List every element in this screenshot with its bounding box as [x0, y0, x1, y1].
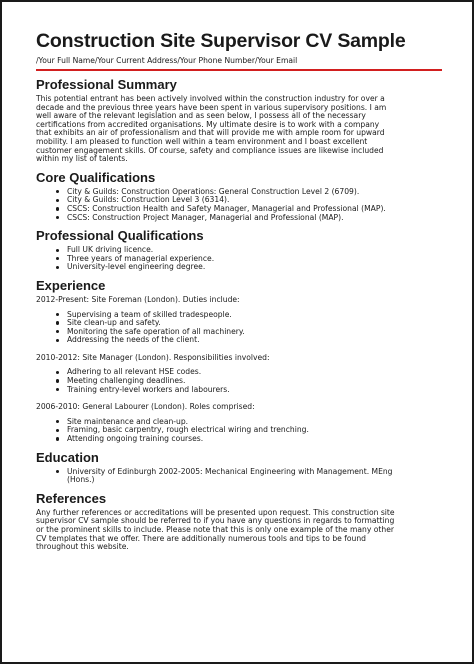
list-item: Three years of managerial experience. — [56, 255, 438, 264]
references-paragraph — [36, 509, 438, 552]
professional-qualifications-list — [36, 246, 438, 272]
contact-details: /Your Full Name/Your Current Address/Your Phone Number/Your Email — [36, 56, 298, 65]
education-list — [36, 468, 438, 485]
references-line: Any further references or accreditations will be presented upon request. This construction site — [36, 507, 395, 517]
core-qualifications-list — [36, 188, 438, 222]
references-line: or the prominent skills to include. Please note that this is only one example of the many other — [36, 525, 394, 534]
list-item: City & Guilds: Construction Operations: General Construction Level 2 (6709). — [56, 188, 438, 197]
education-line: University of Edinburgh 2002-2005: Mechanical Engineering with Management. MEng — [67, 466, 393, 476]
education-line: (Hons.) — [67, 475, 95, 485]
education-heading: Education — [36, 449, 99, 465]
job-title-line: 2006-2010: General Labourer (London). Roles comprised: — [36, 402, 255, 412]
list-item: Training entry-level workers and labourers. — [56, 386, 438, 395]
references-line: CV templates that we offer. There are additionally numerous tools and tips to be found — [36, 533, 366, 543]
list-item: Attending ongoing training courses. — [56, 435, 438, 444]
spacer — [36, 345, 438, 352]
list-item: Meeting challenging deadlines. — [56, 377, 438, 386]
summary-heading: Professional Summary — [36, 77, 177, 92]
list-item: Addressing the needs of the client. — [56, 336, 438, 345]
list-item: Full UK driving licence. — [56, 246, 438, 255]
summary-line: This potential entrant has been actively involved within the construction industry for over a — [36, 94, 385, 103]
list-item: CSCS: Construction Health and Safety Manager, Managerial and Professional (MAP). — [56, 205, 438, 214]
cv-title: Construction Site Supervisor CV Sample — [36, 30, 406, 52]
list-item: Supervising a team of skilled tradespeople. — [56, 311, 438, 320]
experience-heading: Experience — [36, 277, 106, 293]
job-duties-list — [36, 368, 438, 394]
job-title-line: 2012-Present: Site Foreman (London). Duties include: — [36, 294, 240, 304]
job-duties-list — [36, 418, 438, 444]
job-duties-list — [36, 311, 438, 345]
core-qualifications-heading: Core Qualifications — [36, 169, 156, 185]
list-item: Framing, basic carpentry, rough electrical wiring and trenching. — [56, 426, 438, 435]
references-heading: References — [36, 490, 107, 506]
list-item: City & Guilds: Construction Level 3 (6314). — [56, 196, 438, 205]
references-line: supervisor CV sample should be referred to if you have any questions in regards to formatting — [36, 516, 395, 526]
summary-line: decade and the previous three years have been spent in various supervisory positions. I am — [36, 102, 387, 112]
list-item: Adhering to all relevant HSE codes. — [56, 368, 438, 377]
summary-line: within my list of talents. — [36, 154, 128, 164]
list-item: Monitoring the safe operation of all machinery. — [56, 328, 438, 337]
title-divider — [36, 69, 442, 71]
professional-qualifications-heading: Professional Qualifications — [36, 228, 204, 244]
list-item — [56, 468, 438, 485]
references-line: throughout this website. — [36, 542, 129, 552]
job-title-line: 2010-2012: Site Manager (London). Responsibilities involved: — [36, 352, 270, 362]
summary-line: certifications from accredited organisations. My ultimate desire is to work with a company — [36, 119, 380, 129]
summary-line: mobility. I am pleased to function well within a team environment and I boast excellent — [36, 136, 368, 146]
summary-line: that exhibits an air of professionalism and that will provide me with ample room for upward — [36, 128, 385, 138]
summary-line: well aware of the relevant legislation and as seen below, I possess all of the necessary — [36, 111, 366, 121]
summary-paragraph — [36, 95, 438, 164]
summary-line: customer engagement skills. Of course, safety and compliance issues are likewise included — [36, 145, 384, 155]
list-item: Site maintenance and clean-up. — [56, 418, 438, 427]
list-item: CSCS: Construction Project Manager, Managerial and Professional (MAP). — [56, 214, 438, 223]
list-item: Site clean-up and safety. — [56, 319, 438, 328]
spacer — [36, 394, 438, 401]
list-item: University-level engineering degree. — [56, 263, 438, 272]
